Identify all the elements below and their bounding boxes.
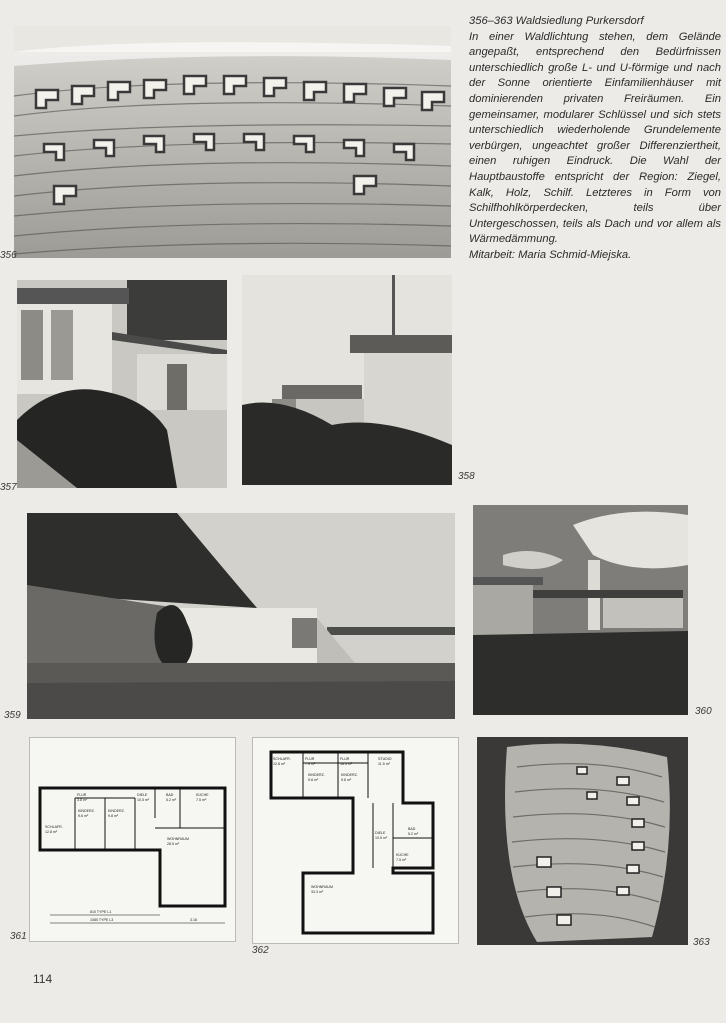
plan362-room-bad: BAD: [408, 827, 416, 831]
floor-plan-362: [252, 737, 459, 944]
plan361-room-diele: DIELE: [137, 793, 148, 797]
article-heading: 356–363 Waldsiedlung Purkersdorf: [469, 15, 644, 27]
plan361-area-kueche: 7.5 m²: [196, 798, 207, 802]
plan362-room-diele: DIELE: [375, 831, 386, 835]
plan362-room-flur1: FLUR: [305, 757, 315, 761]
plan362-room-kinderz1: KINDERZ.: [308, 773, 325, 777]
plan362-room-flur2: FLUR: [340, 757, 350, 761]
photo-359-long-house-lawn: [27, 513, 455, 719]
plan362-area-kueche: 7.5 m²: [396, 858, 407, 862]
plan361-area-kinderz2: 9.8 m²: [108, 814, 119, 818]
plan362-area-kinderz2: 9.6 m²: [341, 778, 352, 782]
plan361-area-flur: 3.8 m²: [77, 798, 88, 802]
plan361-area-wohnraum: 28.5 m²: [167, 842, 180, 846]
figure-number-361: 361: [10, 931, 27, 942]
plan362-area-bad: 5.2 m²: [408, 832, 419, 836]
plan361-room-wohnraum: WOHNRAUM: [167, 837, 189, 841]
plan362-room-kueche: KÜCHE: [396, 853, 409, 857]
photo-360-house-sky: [473, 505, 688, 715]
plan361-room-schlaf: SCHLAFR.: [45, 825, 63, 829]
figure-number-357: 357: [0, 482, 17, 493]
figure-number-363: 363: [693, 937, 710, 948]
article-credit: Mitarbeit: Maria Schmid-Miejska.: [469, 248, 632, 261]
plan362-room-kinderz2: KINDERZ.: [341, 773, 358, 777]
figure-number-359: 359: [4, 710, 21, 721]
plan362-area-flur1: 7.9 m²: [305, 762, 316, 766]
plan362-area-flur2: 16.5 m²: [340, 762, 353, 766]
plan362-area-schlaf: 12.8 m²: [273, 762, 286, 766]
photo-356-site-model: [14, 26, 451, 258]
page-number: 114: [33, 972, 53, 986]
plan361-room-flur: FLUR: [77, 793, 87, 797]
figure-number-358: 358: [458, 471, 475, 482]
figure-number-356: 356: [0, 250, 17, 261]
plan362-area-diele: 10.5 m²: [375, 836, 388, 840]
figure-number-360: 360: [695, 706, 712, 717]
plan361-room-kinderz1: KINDERZ.: [78, 809, 95, 813]
plan361-room-kueche: KÜCHE: [196, 793, 209, 797]
article-body: In einer Waldlichtung stehen, dem Gelände angepaßt, entsprechend den Bedürfnissen unterschiedlich große L- und U-förmige und nach der Sonne orientierte Einfamilienhäuser mit dominierenden privaten Freiräumen. Ein gemeinsamer, modularer Schlüssel und sich stets unterschiedlich wiederholende Grundelemente verbürgen, ungeachtet großer Differenziertheit, einen ruhigen Eindruck. Die Wahl der Hauptbaustoffe entspricht der Region: Ziegel, Kalk, Holz, Schilf. Letzteres in Form von Schilfhohlkörperdecken, teils über Untergeschossen, teils als Dach und vor allem als Wärmedämmung.: [469, 30, 721, 246]
plan361-dim-1: 810 TYPE L1: [90, 910, 112, 914]
photo-358-house-facade: [242, 275, 452, 485]
plan362-room-wohnraum: WOHNRAUM: [311, 885, 333, 889]
plan361-area-kinderz1: 9.6 m²: [78, 814, 89, 818]
photo-357-house-terrace: [17, 280, 227, 488]
plan362-room-studio: STUDIO: [378, 757, 392, 761]
photo-363-model-closeup: [477, 737, 688, 945]
plan362-room-schlaf: SCHLAFR.: [273, 757, 291, 761]
figure-number-362: 362: [252, 945, 269, 956]
plan361-dim-2: 1080 TYPE L3: [90, 918, 114, 922]
plan361-room-bad: BAD: [166, 793, 174, 797]
plan361-area-bad: 5.2 m²: [166, 798, 177, 802]
plan361-area-diele: 10.5 m²: [137, 798, 150, 802]
plan362-area-studio: 11.5 m²: [378, 762, 390, 766]
plan361-area-schlaf: 12.8 m²: [45, 830, 58, 834]
plan361-dim-3: 3.16: [190, 918, 197, 922]
plan362-area-wohnraum: 33.3 m²: [311, 890, 324, 894]
plan361-room-kinderz2: KINDERZ.: [108, 809, 125, 813]
plan362-area-kinderz1: 9.8 m²: [308, 778, 319, 782]
article-text: [469, 14, 721, 264]
floor-plan-361: [29, 737, 236, 942]
